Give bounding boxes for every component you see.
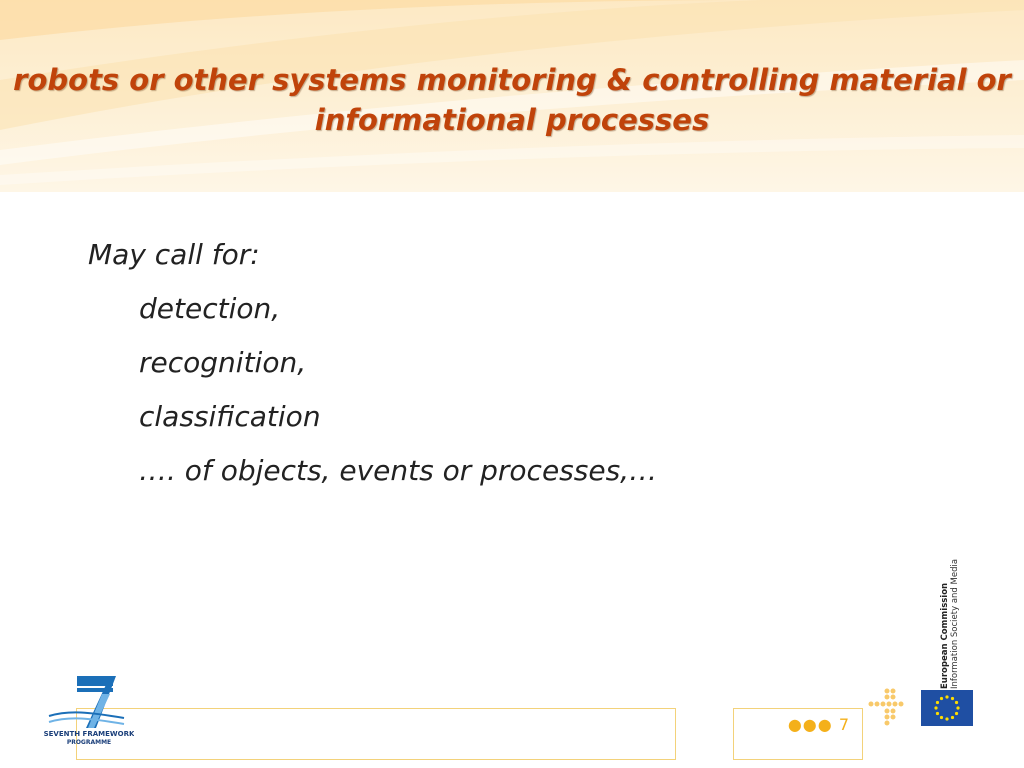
fp7-logo-icon	[44, 672, 134, 752]
ec-text-line-1: European Commission	[940, 582, 950, 689]
eu-star-icon	[951, 716, 954, 719]
eu-star-icon	[940, 716, 943, 719]
list-item-classification: classification	[139, 400, 321, 433]
eu-flag-icon	[921, 690, 973, 730]
eu-star-icon	[956, 706, 959, 709]
eu-star-icon	[945, 695, 948, 698]
eu-star-icon	[951, 697, 954, 700]
eu-star-icon	[945, 717, 948, 720]
intro-text: May call for:	[88, 238, 260, 271]
list-item-detection: detection,	[139, 292, 281, 325]
eu-star-icon	[934, 706, 937, 709]
slide-header	[0, 0, 1024, 192]
slide-body	[88, 228, 657, 498]
fp7-logo-text-line-2: PROGRAMME	[66, 739, 112, 746]
eu-star-icon	[955, 701, 958, 704]
european-commission-label	[933, 543, 963, 689]
list-item-objects-events: …. of objects, events or processes,…	[139, 454, 658, 487]
fp7-logo-text-line-1: SEVENTH FRAMEWORK	[44, 730, 134, 738]
footer-page-box	[733, 708, 863, 760]
eu-star-icon	[940, 697, 943, 700]
page-number: ●●● 7	[787, 715, 850, 734]
ec-text-line-2: Information Society and Media	[950, 558, 960, 689]
slide-title-line-1: robots or other systems monitoring & controlling material or	[13, 63, 1011, 97]
eu-star-icon	[955, 712, 958, 715]
slide-title-line-2: informational processes	[314, 103, 710, 137]
list-item-recognition: recognition,	[139, 346, 307, 379]
eu-star-icon	[936, 701, 939, 704]
dot-cross-icon	[866, 686, 908, 732]
slide-title	[0, 60, 1024, 140]
eu-star-icon	[936, 712, 939, 715]
footer-left-box	[76, 708, 676, 760]
